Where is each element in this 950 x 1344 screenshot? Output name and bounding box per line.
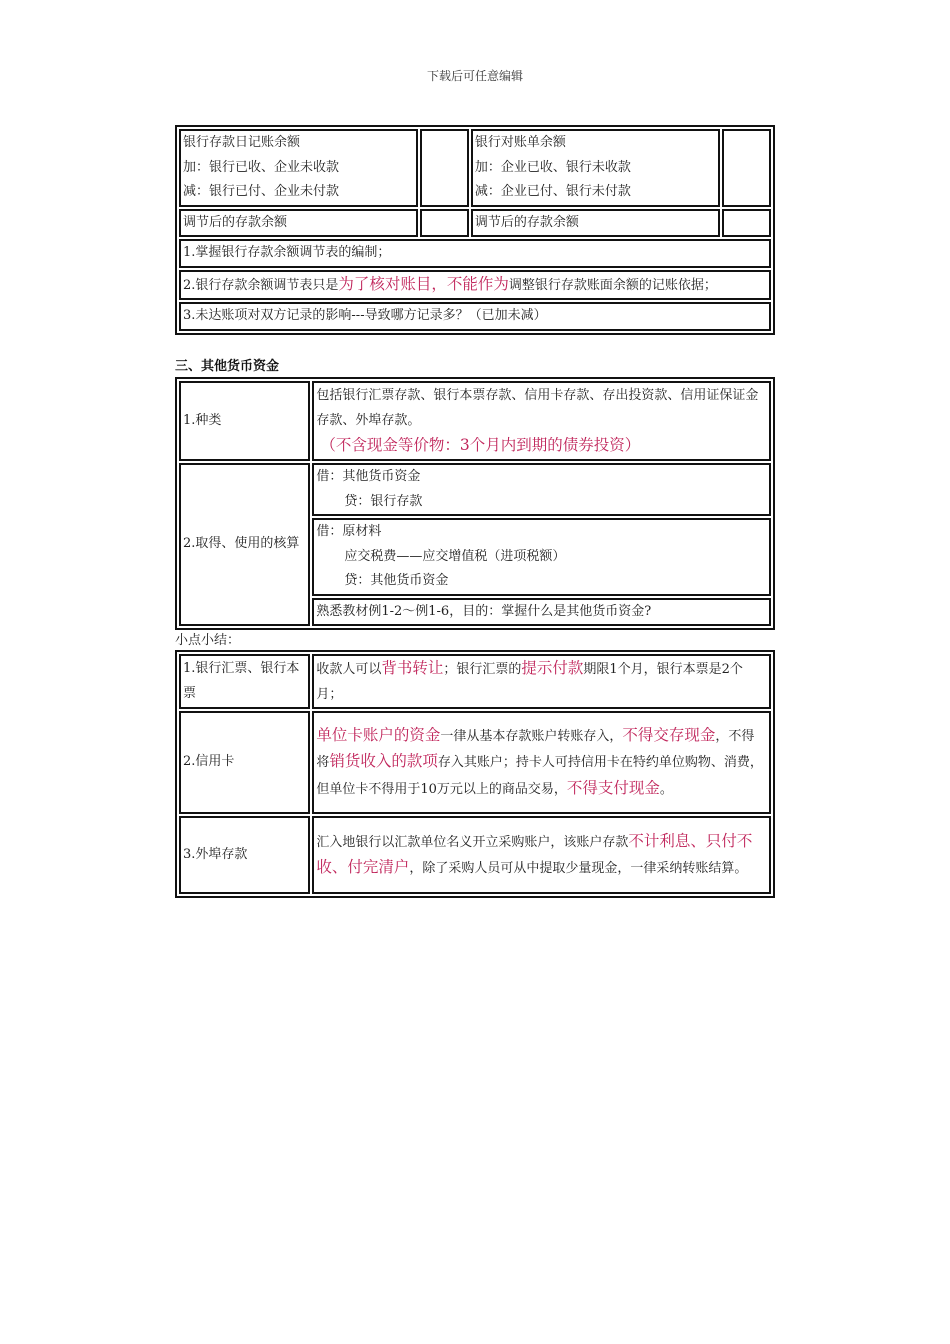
note-1: 1.掌握银行存款余额调节表的编制； (179, 239, 771, 268)
empty-cell (722, 129, 771, 207)
table-row (179, 654, 771, 709)
category-content (312, 381, 771, 461)
bank-draft-highlight-2: 提示付款 (521, 659, 584, 677)
journal-entry-2 (312, 518, 771, 596)
bank-journal-subtract: 减：银行已付、企业未付款 (183, 184, 340, 199)
credit-card-label: 2.信用卡 (179, 711, 310, 814)
bank-statement-add: 加：企业已收、银行未收款 (474, 159, 631, 175)
bank-draft-highlight-1: 背书转让 (381, 659, 444, 677)
credit-card-highlight-4: 不得支付现金 (566, 778, 660, 797)
category-highlight: （不含现金等价物：3个月内到期的债券投资） (320, 436, 641, 455)
section-title: 三、其他货币资金 (175, 359, 280, 374)
bank-draft-text-2: ；银行汇票的 (443, 662, 522, 677)
remote-deposit-content (312, 816, 771, 894)
summary-table (175, 650, 775, 898)
entry-1-credit: 贷：银行存款 (344, 493, 423, 509)
adjusted-balance-left: 调节后的存款余额 (179, 209, 418, 238)
reconciliation-table (175, 125, 775, 335)
table-row (179, 711, 771, 814)
other-funds-table (175, 377, 775, 630)
credit-card-content (312, 711, 771, 814)
table-row (179, 129, 771, 207)
remote-deposit-highlight: 不计利息、只付不收、付完清户 (316, 831, 753, 876)
empty-cell (420, 129, 469, 207)
credit-card-highlight-2: 不得交存现金 (622, 725, 716, 744)
bank-draft-label: 1.银行汇票、银行本票 (179, 654, 310, 709)
remote-deposit-label: 3.外埠存款 (179, 816, 310, 894)
category-label: 1.种类 (179, 381, 310, 461)
bank-statement-cell (471, 129, 720, 207)
entry-2-tax: 应交税费——应交增值税（进项税额） (344, 548, 566, 564)
category-text: 包括银行汇票存款、银行本票存款、信用卡存款、存出投资款、信用证保证金存款、外埠存款。 (316, 388, 759, 428)
bank-statement-subtract: 减：企业已付、银行未付款 (474, 184, 631, 199)
remote-deposit-text-2: ，除了采购人员可从中提取少量现金，一律采纳转账结算。 (409, 861, 748, 876)
note-2-text-end: 调整银行存款账面余额的记账依据； (508, 277, 717, 293)
entry-1-debit: 借：其他货币资金 (316, 469, 421, 484)
table-row (179, 816, 771, 894)
note-3: 3.未达账项对双方记录的影响---导致哪方记录多？（已加未减） (179, 302, 771, 331)
credit-card-highlight-1: 单位卡账户的资金 (316, 725, 441, 744)
credit-card-text-1: 一律从基本存款账户转账存入， (440, 728, 623, 744)
accounting-label: 2.取得、使用的核算 (179, 463, 310, 626)
journal-entry-1 (312, 463, 771, 516)
textbook-note: 熟悉教材例1-2～例1-6，目的：掌握什么是其他货币资金? (312, 598, 771, 627)
empty-cell (420, 209, 469, 238)
bank-journal-balance: 银行存款日记账余额 (183, 135, 301, 150)
note-2 (179, 270, 771, 301)
page-header: 下载后可任意编辑 (426, 69, 523, 83)
credit-card-text-2: ，不得将 (316, 728, 755, 771)
table-row (179, 302, 771, 331)
bank-draft-content (312, 654, 771, 709)
credit-card-text-4: 。 (659, 781, 673, 797)
table-row (179, 209, 771, 238)
bank-statement-balance: 银行对账单余额 (474, 135, 566, 150)
bank-draft-text-1: 收款人可以 (316, 662, 382, 677)
summary-label: 小点小结： (175, 633, 241, 648)
entry-2-debit: 借：原材料 (316, 524, 382, 539)
bank-journal-add: 加：银行已收、企业未收款 (183, 159, 340, 175)
note-2-text: 2.银行存款余额调节表只是 (183, 277, 339, 293)
credit-card-highlight-3: 销货收入的款项 (329, 752, 438, 771)
empty-cell (722, 209, 771, 238)
entry-2-credit: 贷：其他货币资金 (344, 573, 449, 588)
bank-journal-cell (179, 129, 418, 207)
table-row (179, 381, 771, 461)
table-row (179, 239, 771, 268)
adjusted-balance-right: 调节后的存款余额 (471, 209, 720, 238)
note-2-highlight: 为了核对账目，不能作为 (338, 274, 509, 293)
remote-deposit-text-1: 汇入地银行以汇款单位名义开立采购账户，该账户存款 (316, 834, 629, 850)
table-row (179, 270, 771, 301)
credit-card-text-3: 存入其账户；持卡人可持信用卡在特约单位购物、消费，但单位卡不得用于10万元以上的商品交易， (316, 755, 763, 797)
bank-draft-text-3: 期限1个月，银行本票是2个月； (316, 662, 743, 702)
table-row (179, 463, 771, 516)
